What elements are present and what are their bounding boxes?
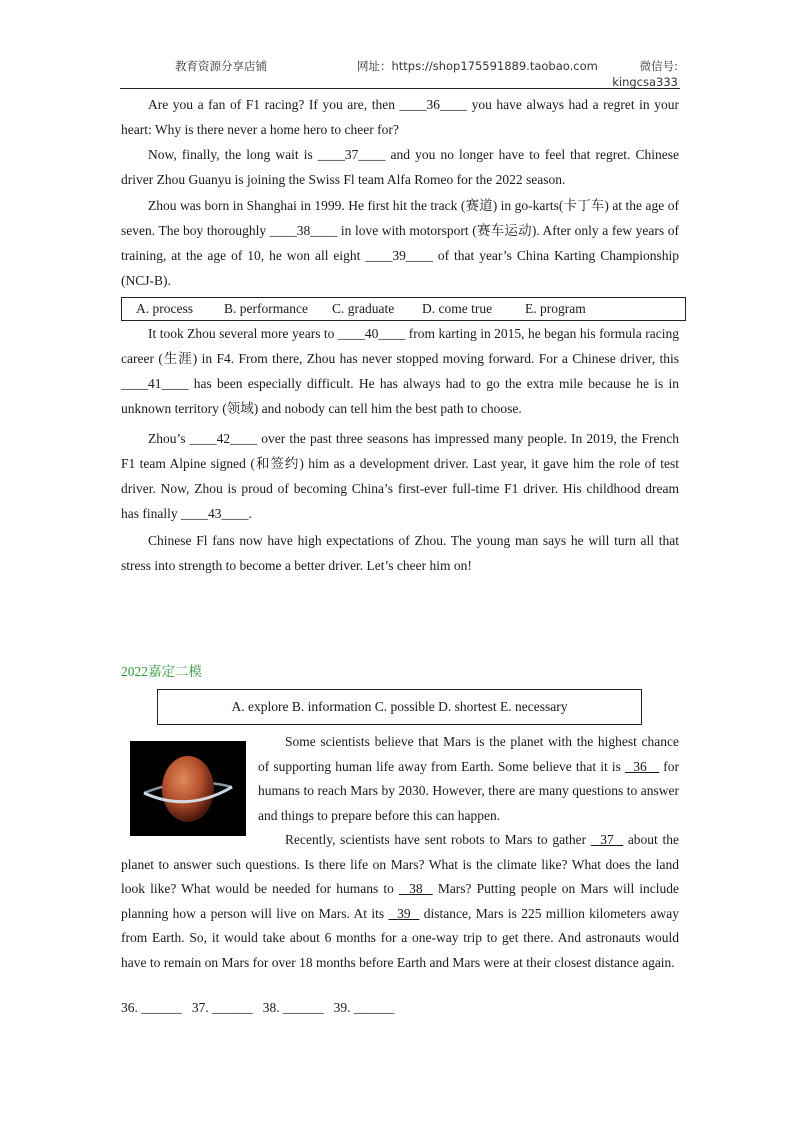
- options-box-2: A. explore B. information C. possible D. shortest E. necessary: [157, 689, 642, 725]
- blank-41: ____41____: [121, 376, 189, 391]
- blank-40: ____40____: [337, 326, 406, 341]
- wechat-id: kingcsa333: [612, 75, 678, 89]
- header-divider: [120, 88, 680, 89]
- passage1-paragraph-4: It took Zhou several more years to ____40____ from karting in 2015, he began his formula racing career (生涯) in F4. From there, Zhou has never stopped moving forward. For a Chinese driver, this ____41____ has been especially difficult. He has always had to go the extra mile because he is in unknown territory (领域) and nobody can tell him the best path to choose.: [121, 326, 679, 416]
- page-header: [120, 56, 680, 88]
- passage1-paragraph-6: Chinese Fl fans now have high expectations of Zhou. The young man says he will turn all that stress into strength to become a better driver. Let’s cheer him on!: [121, 533, 679, 573]
- blank-37: 37: [590, 832, 624, 847]
- option-c: C. graduate: [332, 301, 395, 316]
- blank-39: 39: [388, 905, 420, 921]
- passage1-paragraph-5: Zhou’s ____42____ over the past three seasons has impressed many people. In 2019, the French F1 team Alpine signed (和签约) him as a development driver. Last year, it gave him the role of test driver. Now, Zhou is proud of becoming China’s first-ever full-time F1 driver. His childhood dream has finally ____43____.: [121, 431, 679, 521]
- option-b: B. performance: [224, 301, 308, 316]
- passage2-paragraph-1: Some scientists believe that Mars is the planet with the highest chance of supporting human life away from Earth. Some believe that it is 36 for humans to reach Mars by 2030. However, there are many questions to answer and things to prepare before this can happen.: [258, 734, 680, 823]
- blank-36: ____36____: [399, 97, 468, 112]
- option-d: D. come true: [422, 301, 493, 316]
- passage1-paragraph-1: Are you a fan of F1 racing? If you are, then ____36____ you have always had a regret in your heart: Why is there never a home hero to cheer for?: [121, 97, 679, 137]
- blank-38: 38: [398, 881, 433, 896]
- blank-37: ____37____: [317, 147, 386, 162]
- option-e: E. program: [525, 301, 586, 316]
- passage1-paragraph-3: Zhou was born in Shanghai in 1999. He first hit the track (赛道) in go-karts(卡丁车) at the age of seven. The boy thoroughly ____38____ in love with motorsport (赛车运动). After only a few years of training, at the age of 10, he won all eight ____39____ of that year’s China Karting Championship (NCJ-B).: [121, 198, 679, 288]
- blank-43: ____43____: [181, 506, 249, 521]
- blank-39: ____39____: [365, 248, 433, 263]
- section-title: 2022嘉定二模: [121, 664, 202, 679]
- mars-illustration: [130, 741, 246, 836]
- option-a: A. process: [136, 301, 193, 316]
- passage2-paragraph-2: Recently, scientists have sent robots to Mars to gather 37 about the planet to answer such questions. Is there life on Mars? What is the climate like? What does the land look like? What would be needed for humans to 38 Mars? Putting people on Mars will include planning how a person will live on Mars. At its 39 distance, Mars is 225 million kilometers away from Earth. So, it would take about 6 months for a one-way trip to get there. And astronauts would have to remain on Mars for over 18 months before Earth and Mars were at their closest distance again.: [121, 832, 680, 970]
- passage1-paragraph-2: Now, finally, the long wait is ____37____ and you no longer have to feel that regret. Chinese driver Zhou Guanyu is joining the Swiss Fl team Alfa Romeo for the 2022 season.: [121, 147, 679, 187]
- blank-36: 36: [625, 758, 660, 774]
- wechat-label: 微信号:: [639, 59, 678, 73]
- answer-lines: 36. ______ 37. ______ 38. ______ 39. ______: [121, 1000, 395, 1015]
- options-box-1: [121, 297, 686, 321]
- shop-url: 网址：https://shop175591889.taobao.com: [357, 59, 598, 73]
- shop-name: 教育资源分享店铺: [175, 59, 267, 73]
- mars-planet-image: [130, 741, 246, 836]
- blank-42: ____42____: [189, 431, 258, 446]
- wechat-info: [612, 58, 678, 90]
- blank-38: ____38____: [269, 223, 338, 238]
